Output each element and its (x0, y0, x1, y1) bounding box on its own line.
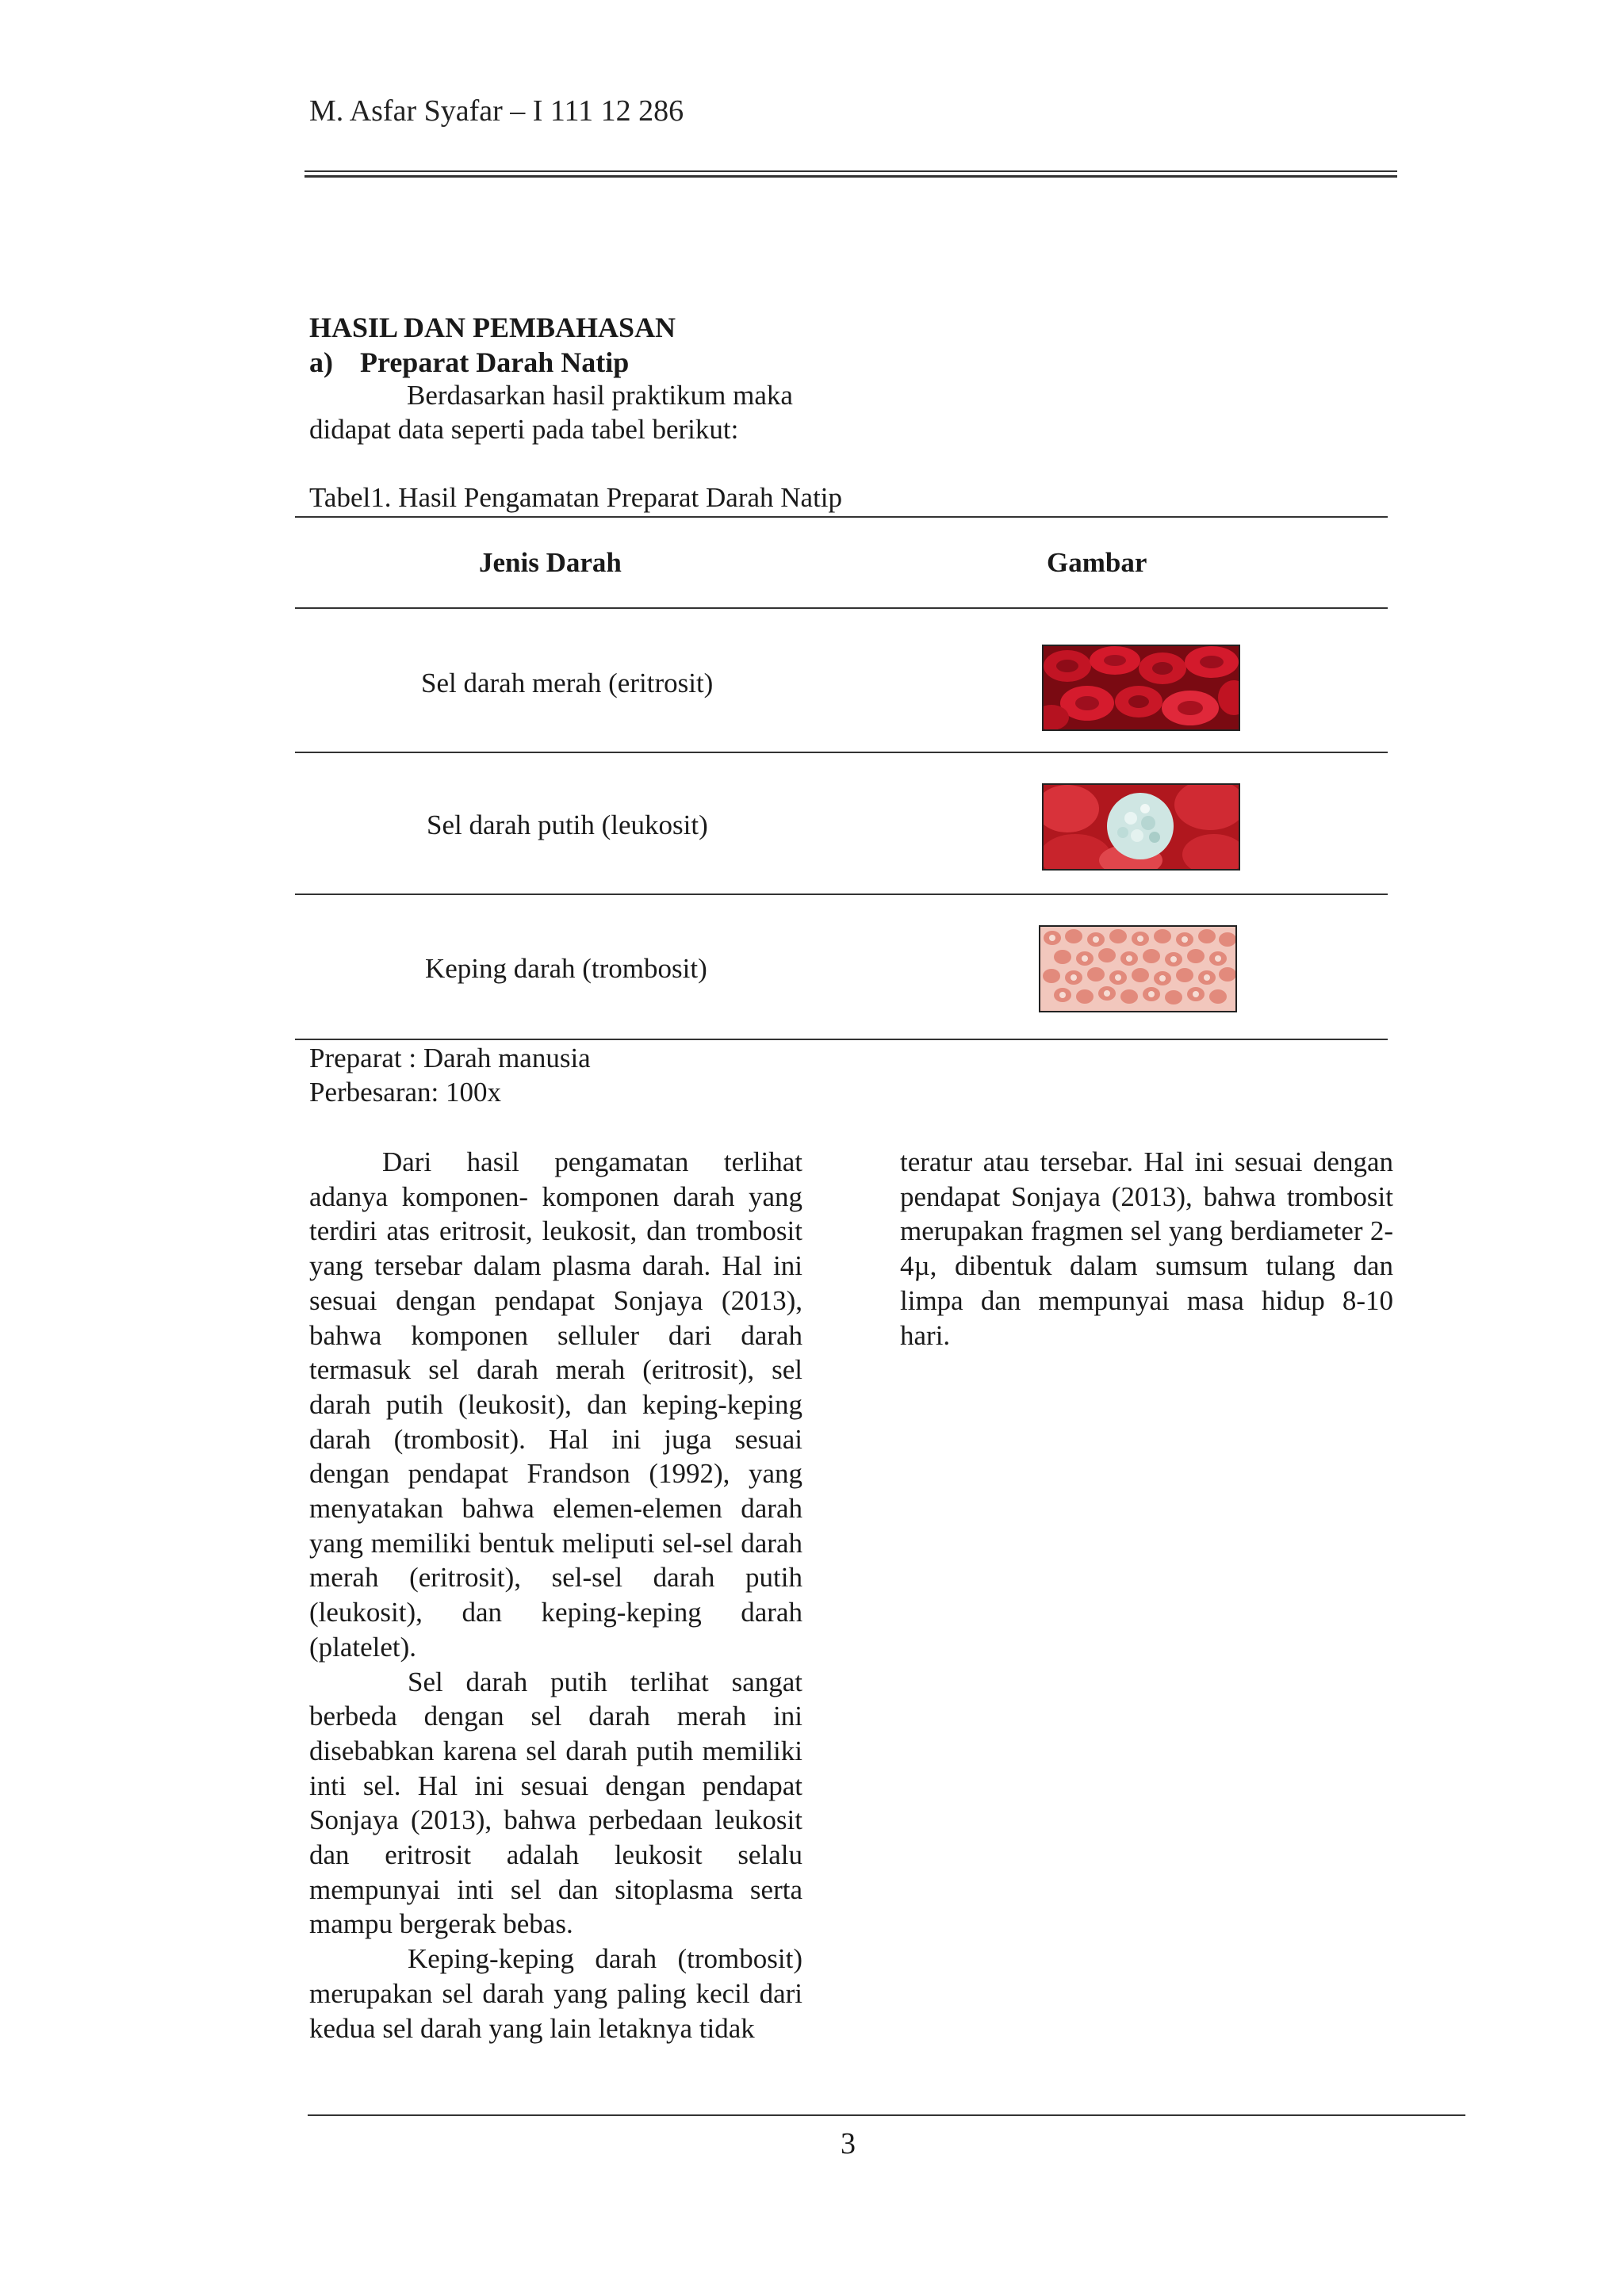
subsection-label: Preparat Darah Natip (360, 346, 630, 378)
table-row-label-leukosit: Sel darah putih (leukosit) (427, 809, 708, 840)
table-header-jenis-darah: Jenis Darah (479, 547, 622, 578)
table-header-rule (295, 607, 1388, 609)
table-bottom-rule (295, 1039, 1388, 1040)
subsection-number: a) (309, 346, 333, 378)
perbesaran-label: Perbesaran: 100x (309, 1077, 502, 1108)
paragraph: Sel darah putih terlihat sangat berbeda dengan sel darah merah ini disebabkan karena sel darah putih memiliki inti sel. Hal ini sesuai dengan pendapat Sonjaya (2013), bahwa perbedaan leukosit dan eritrosit adalah leukosit selalu mempunyai inti sel dan sitoplasma serta mampu bergerak bebas. (309, 1666, 802, 1940)
body-left-column (309, 1145, 802, 2045)
preparat-label: Preparat : Darah manusia (309, 1043, 591, 1073)
table-header-gambar: Gambar (1047, 547, 1147, 578)
red-blood-cells-image (1042, 645, 1240, 731)
subsection-title (309, 346, 629, 379)
header-rule (304, 170, 1397, 172)
section-title: HASIL DAN PEMBAHASAN (309, 312, 676, 343)
intro-line-2: didapat data seperti pada tabel berikut: (309, 414, 739, 445)
header-rule-thick (304, 175, 1397, 178)
table-row-rule (295, 752, 1388, 753)
table-top-rule (295, 516, 1388, 518)
paragraph: Keping-keping darah (trombosit) merupakan sel darah yang paling kecil dari kedua sel darah yang lain letaknya tidak (309, 1943, 802, 2044)
body-right-column (900, 1145, 1393, 1353)
platelets-image (1039, 925, 1237, 1012)
white-blood-cell-image (1042, 783, 1240, 871)
footer-rule (308, 2114, 1465, 2116)
paragraph: Dari hasil pengamatan terlihat adanya komponen- komponen darah yang terdiri atas eritrosit, leukosit, dan trombosit yang tersebar dalam plasma darah. Hal ini sesuai dengan pendapat Sonjaya (2013), bahwa komponen selluler dari darah termasuk sel darah merah (eritrosit), sel darah putih (leukosit), dan keping-keping darah (trombosit). Hal ini juga sesuai dengan pendapat Frandson (1992), yang menyatakan bahwa elemen-elemen darah yang memiliki bentuk meliputi sel-sel darah merah (eritrosit), sel-sel darah putih (leukosit), dan keping-keping darah (platelet). (309, 1146, 802, 1663)
author-header: M. Asfar Syafar – I 111 12 286 (309, 94, 684, 128)
intro-line-1: Berdasarkan hasil praktikum maka (407, 380, 793, 411)
page-number: 3 (841, 2127, 856, 2160)
paragraph: teratur atau tersebar. Hal ini sesuai dengan pendapat Sonjaya (2013), bahwa trombosit merupakan fragmen sel yang berdiameter 2-4µ, dibentuk dalam sumsum tulang dan limpa dan mempunyai masa hidup 8-10 hari. (900, 1146, 1393, 1351)
table-row-label-trombosit: Keping darah (trombosit) (425, 953, 707, 984)
table-caption: Tabel1. Hasil Pengamatan Preparat Darah Natip (309, 482, 843, 513)
table-row-rule (295, 894, 1388, 895)
table-row-label-eritrosit: Sel darah merah (eritrosit) (421, 668, 714, 698)
